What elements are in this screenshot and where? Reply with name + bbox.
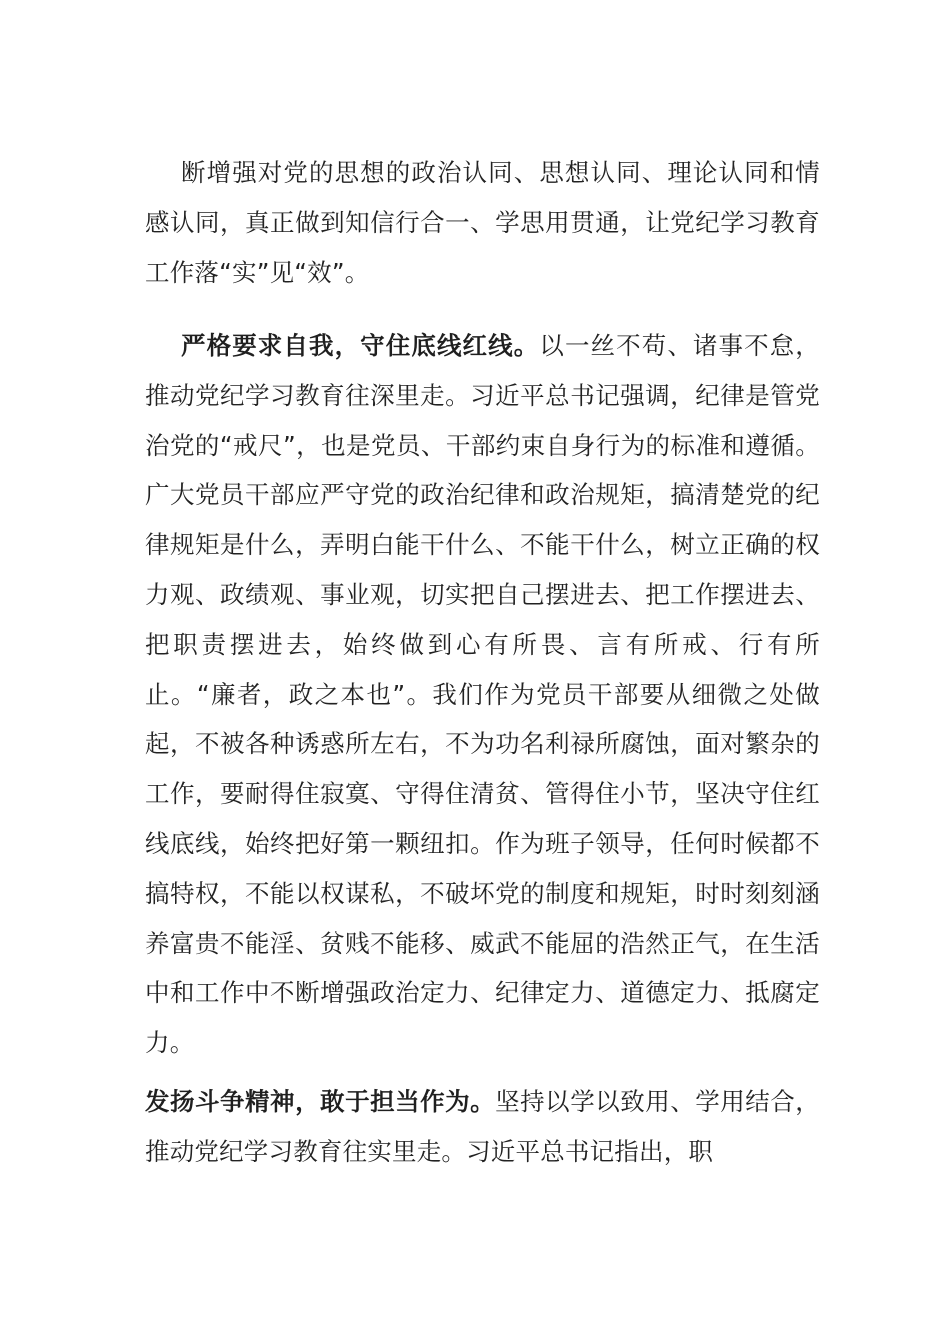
paragraph-self-discipline: [145, 321, 820, 1068]
paragraph-3-text: 坚持以学以致用、学用结合，推动党纪学习教育往实里走。习近平总书记指出，职: [145, 1087, 820, 1166]
paragraph-2-lead: 严格要求自我，守住底线红线。: [181, 331, 540, 360]
paragraph-3-lead: 发扬斗争精神，敢于担当作为。: [145, 1087, 496, 1116]
paragraph-continuation: [145, 148, 820, 297]
paragraph-2-text: 以一丝不苟、诸事不怠，推动党纪学习教育往深里走。习近平总书记强调，纪律是管党治党的“戒尺”，也是党员、干部约束自身行为的标准和遵循。广大党员干部应严守党的政治纪律和政治规矩，搞清楚党的纪律规矩是什么，弄明白能干什么、不能干什么，树立正确的权力观、政绩观、事业观，切实把自己摆进去、把工作摆进去、把职责摆进去，始终做到心有所畏、言有所戒、行有所止。“廉者，政之本也”。我们作为党员干部要从细微之处做起，不被各种诱惑所左右，不为功名利禄所腐蚀，面对繁杂的工作，要耐得住寂寞、守得住清贫、管得住小节，坚决守住红线底线，始终把好第一颗纽扣。作为班子领导，任何时候都不搞特权，不能以权谋私，不破坏党的制度和规矩，时时刻刻涵养富贵不能淫、贫贱不能移、威武不能屈的浩然正气，在生活中和工作中不断增强政治定力、纪律定力、道德定力、抵腐定力。: [145, 331, 820, 1058]
paragraph-1-text: 断增强对党的思想的政治认同、思想认同、理论认同和情感认同，真正做到知信行合一、学思用贯通，让党纪学习教育工作落“实”见“效”。: [145, 158, 820, 287]
paragraph-fighting-spirit: [145, 1077, 820, 1177]
